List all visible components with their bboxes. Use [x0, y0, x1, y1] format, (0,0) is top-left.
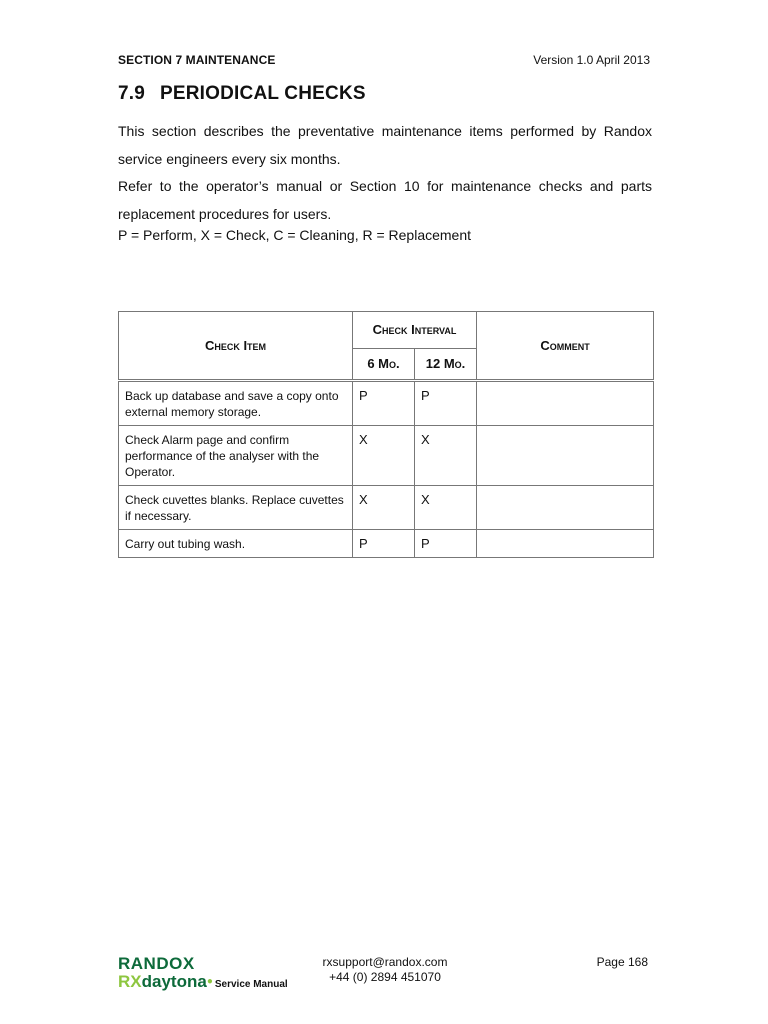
periodical-checks-table	[118, 311, 654, 558]
header-version: Version 1.0 April 2013	[533, 53, 650, 67]
twelve-month-cell: P	[415, 530, 477, 558]
section-number: 7.9	[118, 83, 146, 104]
header-section: SECTION 7 MAINTENANCE	[118, 53, 276, 67]
twelve-month-cell: X	[415, 486, 477, 530]
page-number: Page 168	[596, 955, 648, 969]
col-header-check-item: Check Item	[119, 312, 353, 381]
randox-logo	[118, 955, 288, 994]
comment-cell	[477, 486, 654, 530]
table-row	[119, 426, 654, 486]
comment-cell	[477, 426, 654, 486]
col-header-6mo: 6 Mo.	[353, 349, 415, 381]
col-header-12mo: 12 Mo.	[415, 349, 477, 381]
logo-rx: RX	[118, 972, 142, 991]
logo-dot-icon: ●	[206, 976, 213, 987]
twelve-month-cell: X	[415, 426, 477, 486]
table-row	[119, 486, 654, 530]
six-month-cell: X	[353, 426, 415, 486]
check-item-cell: Back up database and save a copy onto external memory storage.	[119, 381, 353, 426]
footer-contact	[300, 955, 470, 985]
check-item-cell: Check Alarm page and confirm performance of the analyser with the Operator.	[119, 426, 353, 486]
reference-paragraph: Refer to the operator’s manual or Section 10 for maintenance checks and parts replacement procedures for users.	[118, 178, 652, 222]
support-email: rxsupport@randox.com	[322, 955, 448, 969]
six-month-cell: P	[353, 530, 415, 558]
page-title	[118, 83, 366, 105]
six-month-cell: X	[353, 486, 415, 530]
col-header-check-interval: Check Interval	[353, 312, 477, 349]
table-row	[119, 530, 654, 558]
legend-text: P = Perform, X = Check, C = Cleaning, R = Replacement	[118, 227, 472, 243]
six-month-cell: P	[353, 381, 415, 426]
table-row	[119, 381, 654, 426]
col-header-comment: Comment	[477, 312, 654, 381]
comment-cell	[477, 530, 654, 558]
twelve-month-cell: P	[415, 381, 477, 426]
logo-service-manual: Service Manual	[214, 979, 288, 990]
section-title: PERIODICAL CHECKS	[160, 83, 366, 104]
support-phone: +44 (0) 2894 451070	[329, 970, 441, 984]
logo-product	[118, 973, 288, 994]
logo-daytona: daytona	[141, 972, 207, 991]
comment-cell	[477, 381, 654, 426]
intro-paragraph: This section describes the preventative maintenance items performed by Randox service engineers every six months.	[118, 123, 652, 167]
check-item-cell: Carry out tubing wash.	[119, 530, 353, 558]
logo-brand: RANDOX	[118, 954, 195, 973]
check-item-cell: Check cuvettes blanks. Replace cuvettes if necessary.	[119, 486, 353, 530]
